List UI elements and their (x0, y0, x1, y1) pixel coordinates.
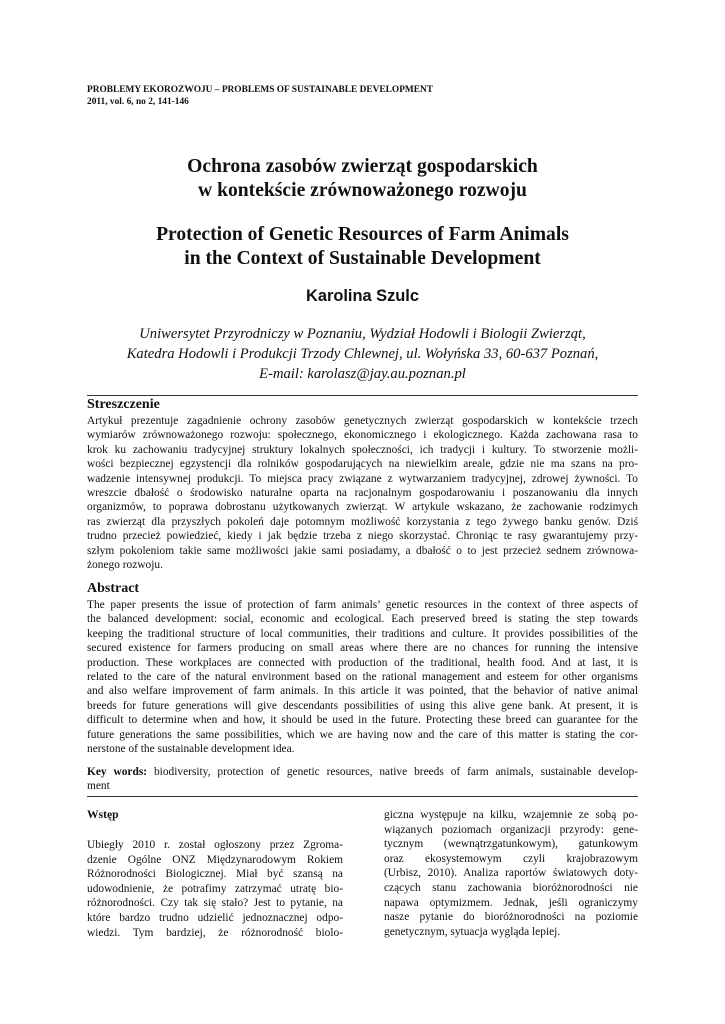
intro-line: tycznym (wewnątrzgatunkowym), gatunkowym (384, 838, 638, 851)
streszczenie-line: wymiarów zrównoważonego rozwoju: społecznego, ekonomicznego i ekologicznego. Każda zachowana rasa to (87, 429, 638, 442)
intro-line: giczna występuje na kilku, wzajemnie ze sobą po- (384, 809, 638, 821)
abstract-line: nerstone of the sustainable development idea. (87, 742, 295, 755)
title-polish-line: Ochrona zasobów zwierząt gospodarskich (187, 156, 538, 177)
intro-line: różnorodności. Czy tak się stało? Jest to pytanie, na (87, 897, 343, 910)
abstract-line: secured existence for farmers producing on small areas where there are no chances for running the intensive (87, 642, 638, 655)
journal-issue: 2011, vol. 6, no 2, 141-146 (87, 97, 189, 107)
affiliation (87, 324, 638, 384)
streszczenie-heading: Streszczenie (87, 397, 160, 412)
intro-line: nasze pytanie do bioróżnorodności na poziomie (384, 911, 638, 924)
affiliation-email: E-mail: karolasz@jay.au.poznan.pl (259, 366, 466, 382)
intro-line: Różnorodności Biologicznej. Miał być szansą na (87, 868, 343, 881)
title-english (87, 223, 638, 271)
streszczenie-line: wości bezpiecznej egzystencji dla rolników gospodarujących na niewielkim areale, gdzie nie ma szans na pro- (87, 458, 638, 471)
streszczenie-line: trudno przecież powiedzieć, kiedy i jak będzie trzeba z niego skorzystać. Chroniąc te rasy gwarantujemy przy- (87, 530, 638, 543)
intro-line: Ubiegły 2010 r. został ogłoszony przez Zgroma- (87, 839, 343, 851)
abstract-line: production. These workplaces are connected with production of the traditional, health food. And at last, it is (87, 656, 638, 669)
keywords-line (87, 765, 638, 779)
streszczenie-line: organizmów, to poprawa dobrostanu użytkowanych zwierząt. W artykule wskazano, że zachowanie rodzimych (87, 501, 638, 514)
abstract-line: future generations the same possibilities, which we are having now and the care of this matter is stating the cor- (87, 728, 638, 741)
intro-line: napawa optymizmem. Jednak, jeśli ograniczymy (384, 896, 638, 909)
title-english-line: Protection of Genetic Resources of Farm Animals (156, 224, 569, 245)
abstract-line: difficult to determine when and how, it should be used in the future. Protecting these breed can guarantee for the (87, 714, 638, 727)
title-polish-line: w kontekście zrównoważonego rozwoju (198, 180, 527, 201)
abstract-line: the balanced development: social, economic and ecological. Each preserved breed is stating the step towards (87, 613, 638, 626)
intro-line: wiedzi. Tym bardziej, że różnorodność biolo- (87, 926, 343, 939)
keywords-text: biodiversity, protection of genetic resources, native breeds of farm animals, sustainable develop- (153, 766, 638, 778)
streszczenie-line: wreszcie dbałość o środowisko naturalne oparta na racjonalnym gospodarowaniu i poszanowaniu dla innych (87, 486, 638, 499)
streszczenie-line: Artykuł prezentuje zagadnienie ochrony zasobów genetycznych zwierząt gospodarskich w kontekście trzech (87, 415, 638, 427)
abstract-line: keeping the traditional structure of local communities, their traditions and culture. It provides possibilities of the (87, 627, 638, 640)
intro-line: genetycznym, sytuacja wygląda lepiej. (384, 925, 561, 938)
affiliation-line: Katedra Hodowli i Produkcji Trzody Chlewnej, ul. Wołyńska 33, 60-637 Poznań, (126, 346, 599, 362)
intro-line: (Urbisz, 2010). Analiza raportów światowych doty- (384, 867, 638, 880)
intro-line: dzenie Ogólne ONZ Międzynarodowym Rokiem (87, 853, 343, 866)
abstract-line: related to the care of the natural environment based on the rational management and esteem for other organisms (87, 670, 638, 683)
streszczenie-line: żonego rozwoju. (87, 558, 163, 571)
journal-header (87, 84, 647, 108)
title-polish (87, 155, 638, 203)
intro-left-text (87, 838, 343, 940)
streszczenie-line: ras zwierząt dla przyszłych pokoleń daje potomnym możliwość korzystania z tego żywego banku genów. Dziś (87, 515, 638, 528)
abstract-line: and also welfare improvement of farm animals. In this article it was pointed, that the behavior of native animal (87, 685, 638, 698)
streszczenie-line: szłym pokoleniom takie same możliwości jakie sami posiadamy, a dbałość o to jest przecież sednem zrównowa- (87, 544, 638, 557)
intro-line: udowodnienie, że potrafimy zatrzymać utratę bio- (87, 882, 343, 895)
streszczenie-line: krok ku zachowaniu tradycyjnej struktury lokalnych społeczności, ich tradycji i kultury. To stworzenie możli- (87, 443, 638, 456)
keywords-label: Key words: (87, 766, 148, 778)
streszczenie-body (87, 414, 638, 572)
journal-name: PROBLEMY EKOROZWOJU – PROBLEMS OF SUSTAINABLE DEVELOPMENT (87, 85, 434, 95)
intro-left-column (87, 808, 343, 823)
intro-right-column (384, 808, 638, 939)
intro-heading: Wstęp (87, 808, 119, 821)
intro-line: które bardzo trudno udzielić jednoznacznej odpo- (87, 911, 343, 924)
keywords (87, 765, 638, 794)
title-english-line: in the Context of Sustainable Development (184, 248, 541, 269)
streszczenie-line: wadzenie intensywnej produkcji. To miejsca pracy związane z wytwarzaniem tradycyjnej, zdrowej żywności. To (87, 472, 638, 485)
divider-top (87, 395, 638, 396)
abstract-body (87, 598, 638, 756)
affiliation-line: Uniwersytet Przyrodniczy w Poznaniu, Wydział Hodowli i Biologii Zwierząt, (139, 326, 586, 342)
intro-line: wiązanych poziomach organizacji przyrody: gene- (384, 823, 638, 836)
intro-line: oraz ekosystemowym czyli krajobrazowym (384, 852, 638, 865)
abstract-line: breeds for future generations will give descendants possibilities of using this alive gene bank. At present, it is (87, 699, 638, 712)
divider-bottom (87, 796, 638, 797)
abstract-line: The paper presents the issue of protection of farm animals’ genetic resources in the context of three aspects of (87, 599, 638, 611)
author-name: Karolina Szulc (306, 287, 419, 305)
abstract-heading: Abstract (87, 581, 140, 596)
keywords-line-continued: ment (87, 780, 110, 793)
intro-line: czących stanu zachowania bioróżnorodności nie (384, 881, 638, 894)
